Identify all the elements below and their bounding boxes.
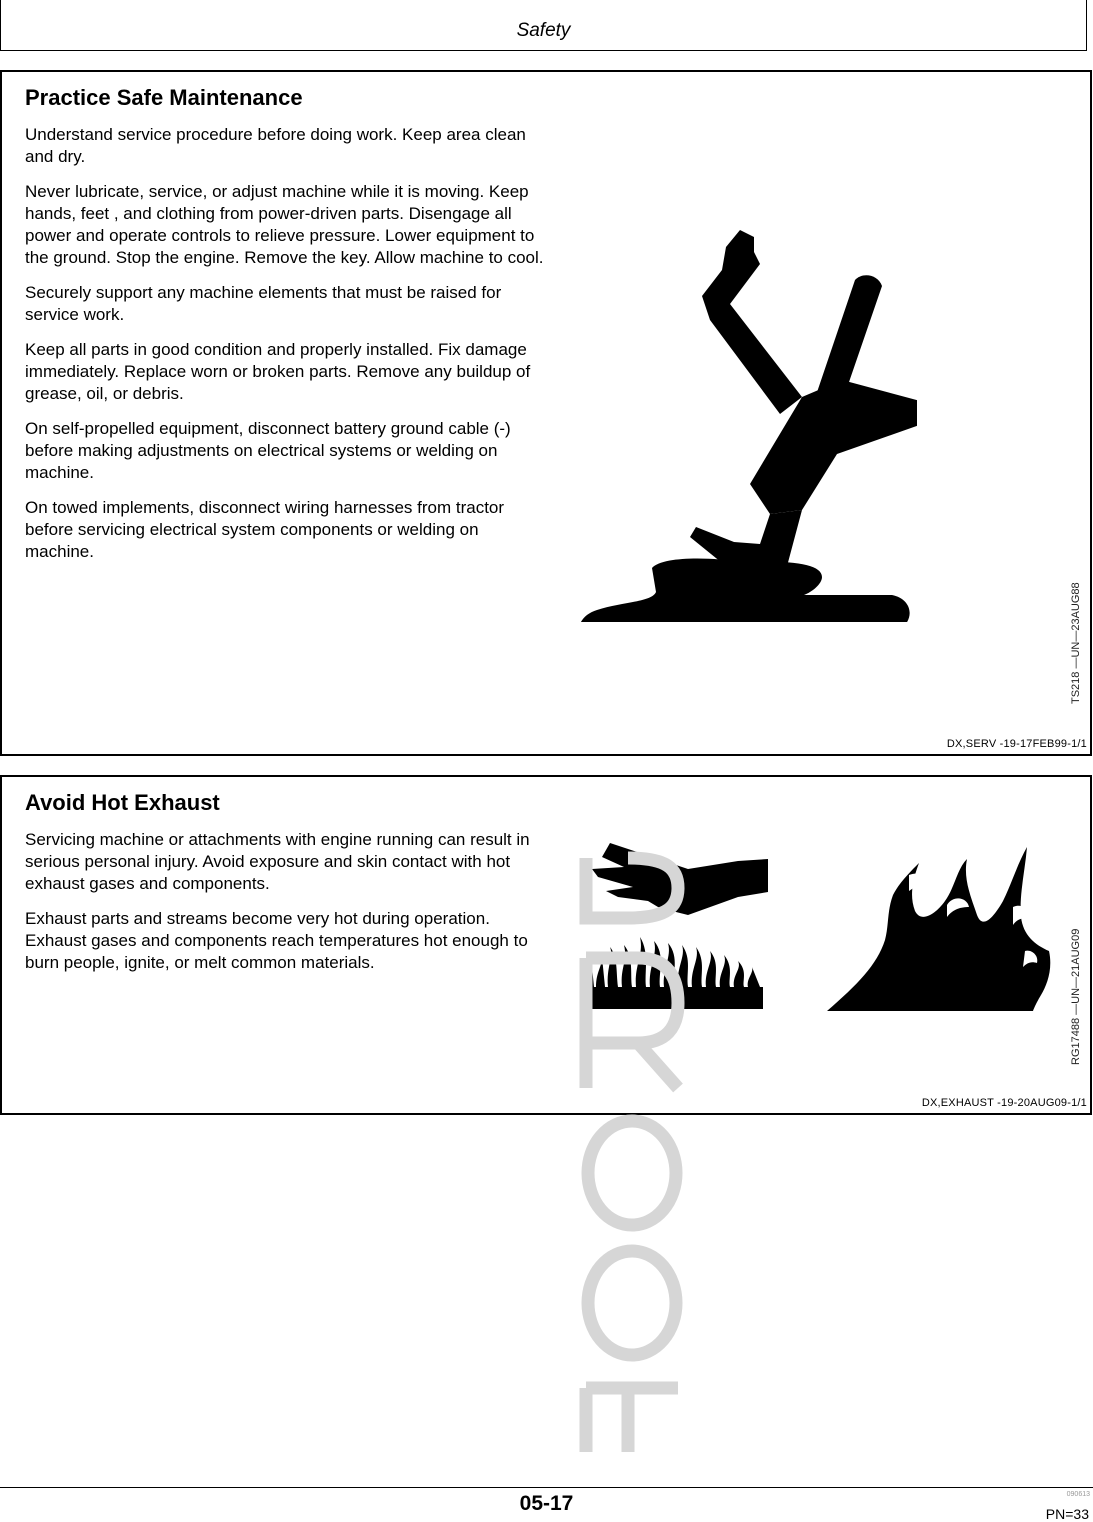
footer-code: 090613 <box>1066 1491 1090 1498</box>
flame-icon <box>827 845 1057 1015</box>
section-body <box>25 124 545 576</box>
pn-label: PN=33 <box>1045 1506 1089 1522</box>
slip-fall-icon <box>572 192 917 622</box>
paragraph: Servicing machine or attachments with engine running can result in serious personal injury. Avoid exposure and skin contact with hot exhaust gases and components. <box>25 830 530 893</box>
figure-id: RG17488 —UN—21AUG09 <box>1070 928 1082 1065</box>
paragraph: Keep all parts in good condition and properly installed. Fix damage immediately. Replace worn or broken parts. Remove any buildup of grease, oil, or debris. <box>25 340 531 403</box>
footer-divider <box>0 1487 1093 1488</box>
paragraph: Never lubricate, service, or adjust machine while it is moving. Keep hands, feet , and clothing from power-driven parts. Disengage all power and operate controls to relieve pressure. Lower equipment to the ground. Stop the engine. Remove the key. Allow machine to cool. <box>25 182 544 267</box>
page-number: 05-17 <box>519 1492 574 1515</box>
hot-surface-hand-icon <box>578 837 768 1017</box>
reference-code: DX,EXHAUST -19-20AUG09-1/1 <box>921 1097 1087 1109</box>
section-title: Practice Safe Maintenance <box>25 85 303 110</box>
section-practice-safe-maintenance <box>0 70 1092 756</box>
figure-id: TS218 —UN—23AUG88 <box>1070 582 1082 704</box>
reference-code: DX,SERV -19-17FEB99-1/1 <box>946 738 1087 750</box>
page-header <box>0 0 1087 51</box>
paragraph: Understand service procedure before doing work. Keep area clean and dry. <box>25 125 526 166</box>
header-title: Safety <box>516 20 571 41</box>
paragraph: On self-propelled equipment, disconnect battery ground cable (-) before making adjustments on electrical systems or welding on machine. <box>25 419 511 482</box>
paragraph: Securely support any machine elements that must be raised for service work. <box>25 283 502 324</box>
section-avoid-hot-exhaust <box>0 775 1092 1115</box>
section-body <box>25 829 545 987</box>
section-title: Avoid Hot Exhaust <box>25 790 220 815</box>
paragraph: Exhaust parts and streams become very hot during operation. Exhaust gases and components reach temperatures hot enough to burn people, ignite, or melt common materials. <box>25 909 528 972</box>
paragraph: On towed implements, disconnect wiring harnesses from tractor before servicing electrical system components or welding on machine. <box>25 498 505 561</box>
